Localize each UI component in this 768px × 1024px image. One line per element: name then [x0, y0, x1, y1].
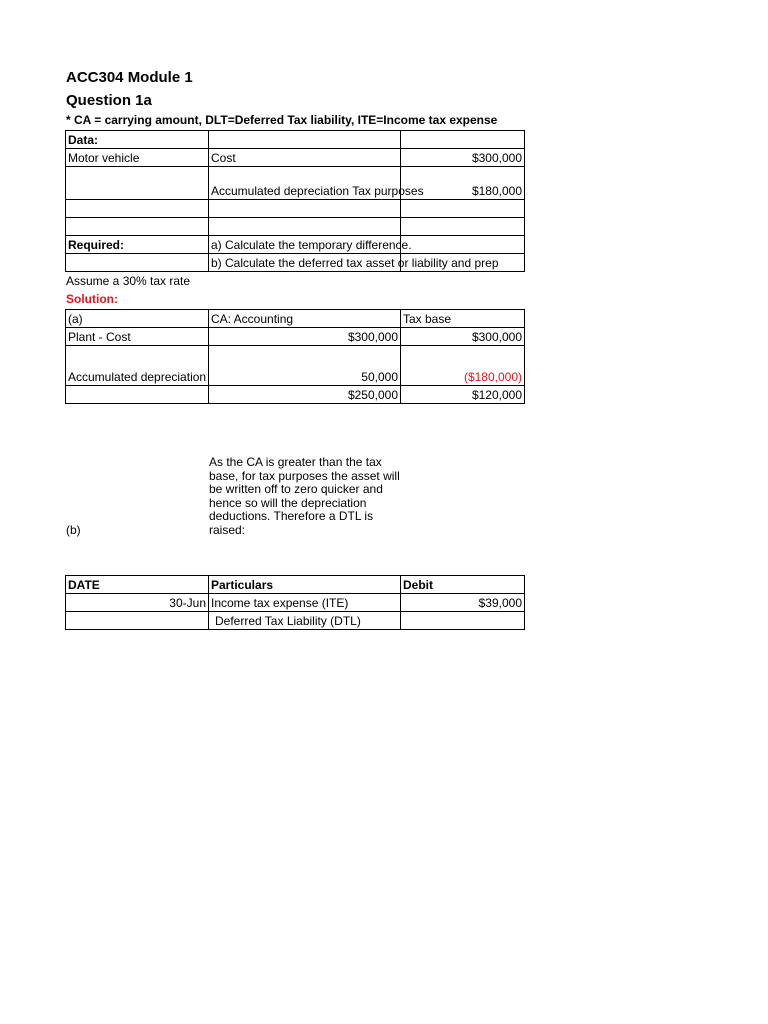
table-row: [66, 200, 525, 218]
table-row: [66, 167, 525, 200]
question-heading: Question 1a: [66, 92, 152, 109]
empty-cell: [401, 236, 525, 254]
label-cell: Accumulated depreciation Tax purposes: [209, 167, 401, 200]
empty-cell: [401, 131, 525, 149]
table-row: [66, 612, 525, 630]
table-row: [66, 131, 525, 149]
explanation-text: As the CA is greater than the tax base, for tax purposes the asset will be written off to zero quicker and hence so will the depreciation deductions. Therefore a DTL is raised:: [209, 455, 400, 537]
column-header: Tax base: [401, 310, 525, 328]
ca-value-cell: $300,000: [209, 328, 401, 346]
table-row: [66, 236, 525, 254]
data-heading: Data:: [66, 131, 209, 149]
empty-cell: [209, 218, 401, 236]
empty-cell: [66, 386, 209, 404]
item-cell: Plant - Cost: [66, 328, 209, 346]
tax-value-cell: $300,000: [401, 328, 525, 346]
required-label: Required:: [66, 236, 209, 254]
empty-cell: [66, 254, 209, 272]
value-cell: $300,000: [401, 149, 525, 167]
particulars-cell: Income tax expense (ITE): [209, 594, 401, 612]
particulars-header: Particulars: [209, 576, 401, 594]
table-row: [66, 576, 525, 594]
table-row: [66, 386, 525, 404]
particulars-cell: Deferred Tax Liability (DTL): [209, 612, 401, 630]
item-cell: Accumulated depreciation: [66, 346, 209, 386]
empty-cell: [209, 131, 401, 149]
empty-cell: [401, 200, 525, 218]
tax-total-cell: $120,000: [401, 386, 525, 404]
journal-table: [65, 575, 525, 630]
ca-value-cell: 50,000: [209, 346, 401, 386]
date-cell: 30-Jun: [66, 594, 209, 612]
ca-total-cell: $250,000: [209, 386, 401, 404]
empty-cell: [66, 200, 209, 218]
column-header: CA: Accounting: [209, 310, 401, 328]
empty-cell: [66, 218, 209, 236]
date-header: DATE: [66, 576, 209, 594]
empty-cell: [66, 612, 209, 630]
empty-cell: [401, 612, 525, 630]
empty-cell: [66, 167, 209, 200]
table-row: [66, 218, 525, 236]
required-a-cell: a) Calculate the temporary difference.: [209, 236, 401, 254]
table-row: [66, 328, 525, 346]
table-row: [66, 310, 525, 328]
solution-table: [65, 309, 525, 404]
debit-header: Debit: [401, 576, 525, 594]
table-row: [66, 149, 525, 167]
document-title: ACC304 Module 1: [66, 69, 193, 86]
table-row: [66, 254, 525, 272]
tax-value-cell-negative: ($180,000): [401, 346, 525, 386]
data-table: [65, 130, 525, 272]
definitions-note: * CA = carrying amount, DLT=Deferred Tax liability, ITE=Income tax expense: [66, 113, 498, 127]
part-a-label: (a): [66, 310, 209, 328]
value-cell: $180,000: [401, 167, 525, 200]
table-row: [66, 594, 525, 612]
item-cell: Motor vehicle: [66, 149, 209, 167]
empty-cell: [401, 218, 525, 236]
part-b-label: (b): [66, 523, 81, 537]
label-cell: Cost: [209, 149, 401, 167]
solution-label: Solution:: [66, 292, 118, 306]
required-b-cell: b) Calculate the deferred tax asset or liability and prep: [209, 254, 401, 272]
debit-cell: $39,000: [401, 594, 525, 612]
tax-rate-assumption: Assume a 30% tax rate: [66, 274, 191, 288]
table-row: [66, 346, 525, 386]
empty-cell: [209, 200, 401, 218]
